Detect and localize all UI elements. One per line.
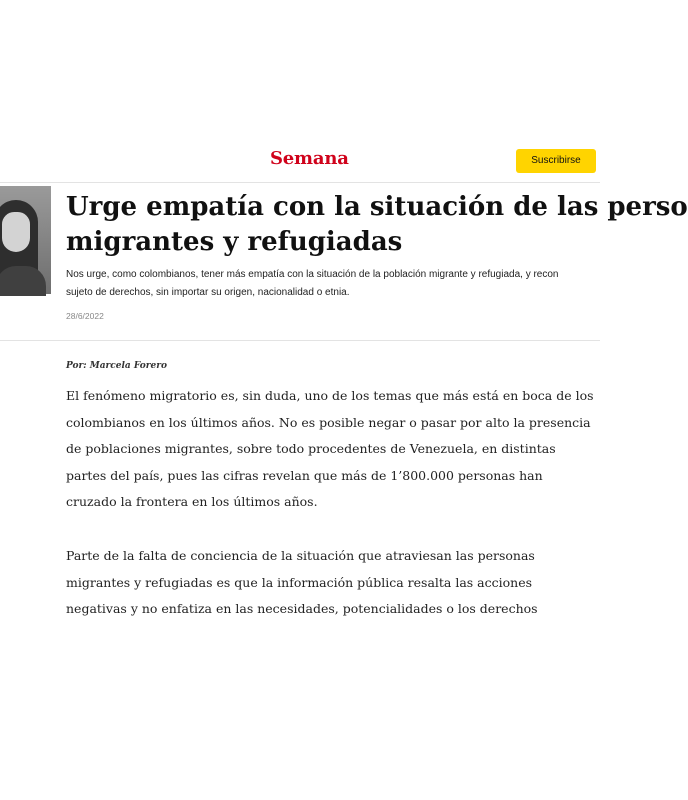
paragraph-line: de poblaciones migrantes, sobre todo procedentes de Venezuela, en distintas	[66, 441, 556, 456]
section-divider	[0, 340, 600, 341]
article-lead-line2: sujeto de derechos, sin importar su origen, nacionalidad o etnia.	[66, 287, 350, 298]
article-title-line2: migrantes y refugiadas	[66, 227, 403, 257]
article-title	[66, 190, 688, 260]
paragraph-line: cruzado la frontera en los últimos años.	[66, 494, 318, 509]
author-byline: Por: Marcela Forero	[66, 361, 167, 371]
article-paragraph-2	[66, 543, 566, 623]
subscribe-button[interactable]: Suscribirse	[516, 149, 596, 173]
paragraph-line: negativas y no enfatiza en las necesidades, potencialidades o los derechos	[66, 601, 538, 616]
article-lead-line1: Nos urge, como colombianos, tener más empatía con la situación de la población migrante y refugiada, y recon	[66, 269, 559, 280]
header-divider	[0, 182, 600, 183]
paragraph-line: El fenómeno migratorio es, sin duda, uno de los temas que más está en boca de los	[66, 388, 594, 403]
paragraph-line: colombianos en los últimos años. No es posible negar o pasar por alto la presencia	[66, 414, 591, 430]
article-paragraph-1	[66, 383, 594, 516]
article-date: 28/6/2022	[66, 311, 104, 321]
site-logo[interactable]: Semana	[270, 148, 349, 169]
site-header	[0, 140, 600, 182]
article-lead	[66, 266, 600, 302]
paragraph-line: migrantes y refugiadas es que la información pública resalta las acciones	[66, 574, 533, 590]
paragraph-line: partes del país, pues las cifras revelan que más de 1’800.000 personas han	[66, 467, 543, 483]
article-title-line1: Urge empatía con la situación de las perso	[66, 192, 688, 222]
author-photo	[0, 186, 51, 294]
paragraph-line: Parte de la falta de conciencia de la situación que atraviesan las personas	[66, 548, 535, 563]
